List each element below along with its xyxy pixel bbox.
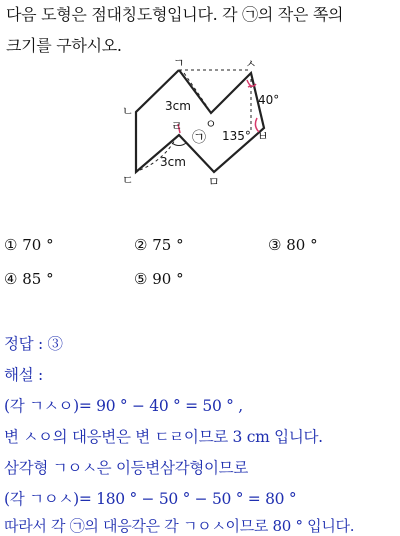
vertex-label-s: ㅅ bbox=[245, 57, 257, 71]
vertex-label-b: ㅂ bbox=[257, 129, 269, 143]
choice-3-value: 80 ° bbox=[286, 236, 318, 254]
choice-3-mark: ③ bbox=[268, 236, 282, 254]
choice-1-mark: ① bbox=[4, 236, 18, 254]
solution-line-4: (각 ㄱㅇㅅ)= 180 ° − 50 ° − 50 ° = 80 ° bbox=[4, 490, 297, 508]
choice-5-value: 90 ° bbox=[152, 270, 184, 288]
angle-mark-label: ㉠ bbox=[192, 130, 206, 146]
length-label-bottom: 3cm bbox=[160, 155, 186, 169]
choice-5-mark: ⑤ bbox=[134, 270, 148, 288]
length-label-top: 3cm bbox=[165, 99, 191, 113]
choice-1[interactable] bbox=[4, 236, 54, 254]
solution-line-3: 삼각형 ㄱㅇㅅ은 이등변삼각형이므로 bbox=[4, 459, 249, 477]
choice-5[interactable] bbox=[134, 270, 184, 288]
choice-2-value: 75 ° bbox=[152, 236, 184, 254]
question-line-1: 다음 도형은 점대칭도형입니다. 각 ㉠의 작은 쪽의 bbox=[6, 5, 344, 24]
solution-answer: 정답 : ③ bbox=[4, 335, 63, 353]
choice-1-value: 70 ° bbox=[22, 236, 54, 254]
solution-heading: 해설 : bbox=[4, 366, 43, 384]
vertex-label-m: ㅁ bbox=[208, 175, 220, 189]
solution-line-2: 변 ㅅㅇ의 대응변은 변 ㄷㄹ이므로 3 cm 입니다. bbox=[4, 428, 323, 446]
point-symmetric-figure bbox=[0, 0, 400, 200]
angle-label-135: 135° bbox=[222, 129, 251, 143]
choice-2[interactable] bbox=[134, 236, 184, 254]
question-line-2: 크기를 구하시오. bbox=[6, 36, 122, 55]
angle-arc-giyeok bbox=[172, 143, 186, 146]
solution-line-1: (각 ㄱㅅㅇ)= 90 ° − 40 ° = 50 ° , bbox=[4, 397, 243, 415]
choice-4-mark: ④ bbox=[4, 270, 18, 288]
figure-outline bbox=[136, 70, 264, 172]
vertex-label-o: ㅇ bbox=[205, 117, 217, 131]
vertex-label-n: ㄴ bbox=[122, 104, 134, 118]
angle-label-40: 40° bbox=[258, 93, 280, 107]
vertex-label-r: ㄹ bbox=[171, 119, 183, 133]
choice-2-mark: ② bbox=[134, 236, 148, 254]
solution-line-5: 따라서 각 ㉠의 대응각은 각 ㄱㅇㅅ이므로 80 ° 입니다. bbox=[4, 517, 355, 535]
choice-4[interactable] bbox=[4, 270, 54, 288]
choice-4-value: 85 ° bbox=[22, 270, 54, 288]
vertex-label-g: ㄱ bbox=[173, 56, 185, 70]
vertex-label-d: ㄷ bbox=[122, 173, 134, 187]
choice-3[interactable] bbox=[268, 236, 318, 254]
